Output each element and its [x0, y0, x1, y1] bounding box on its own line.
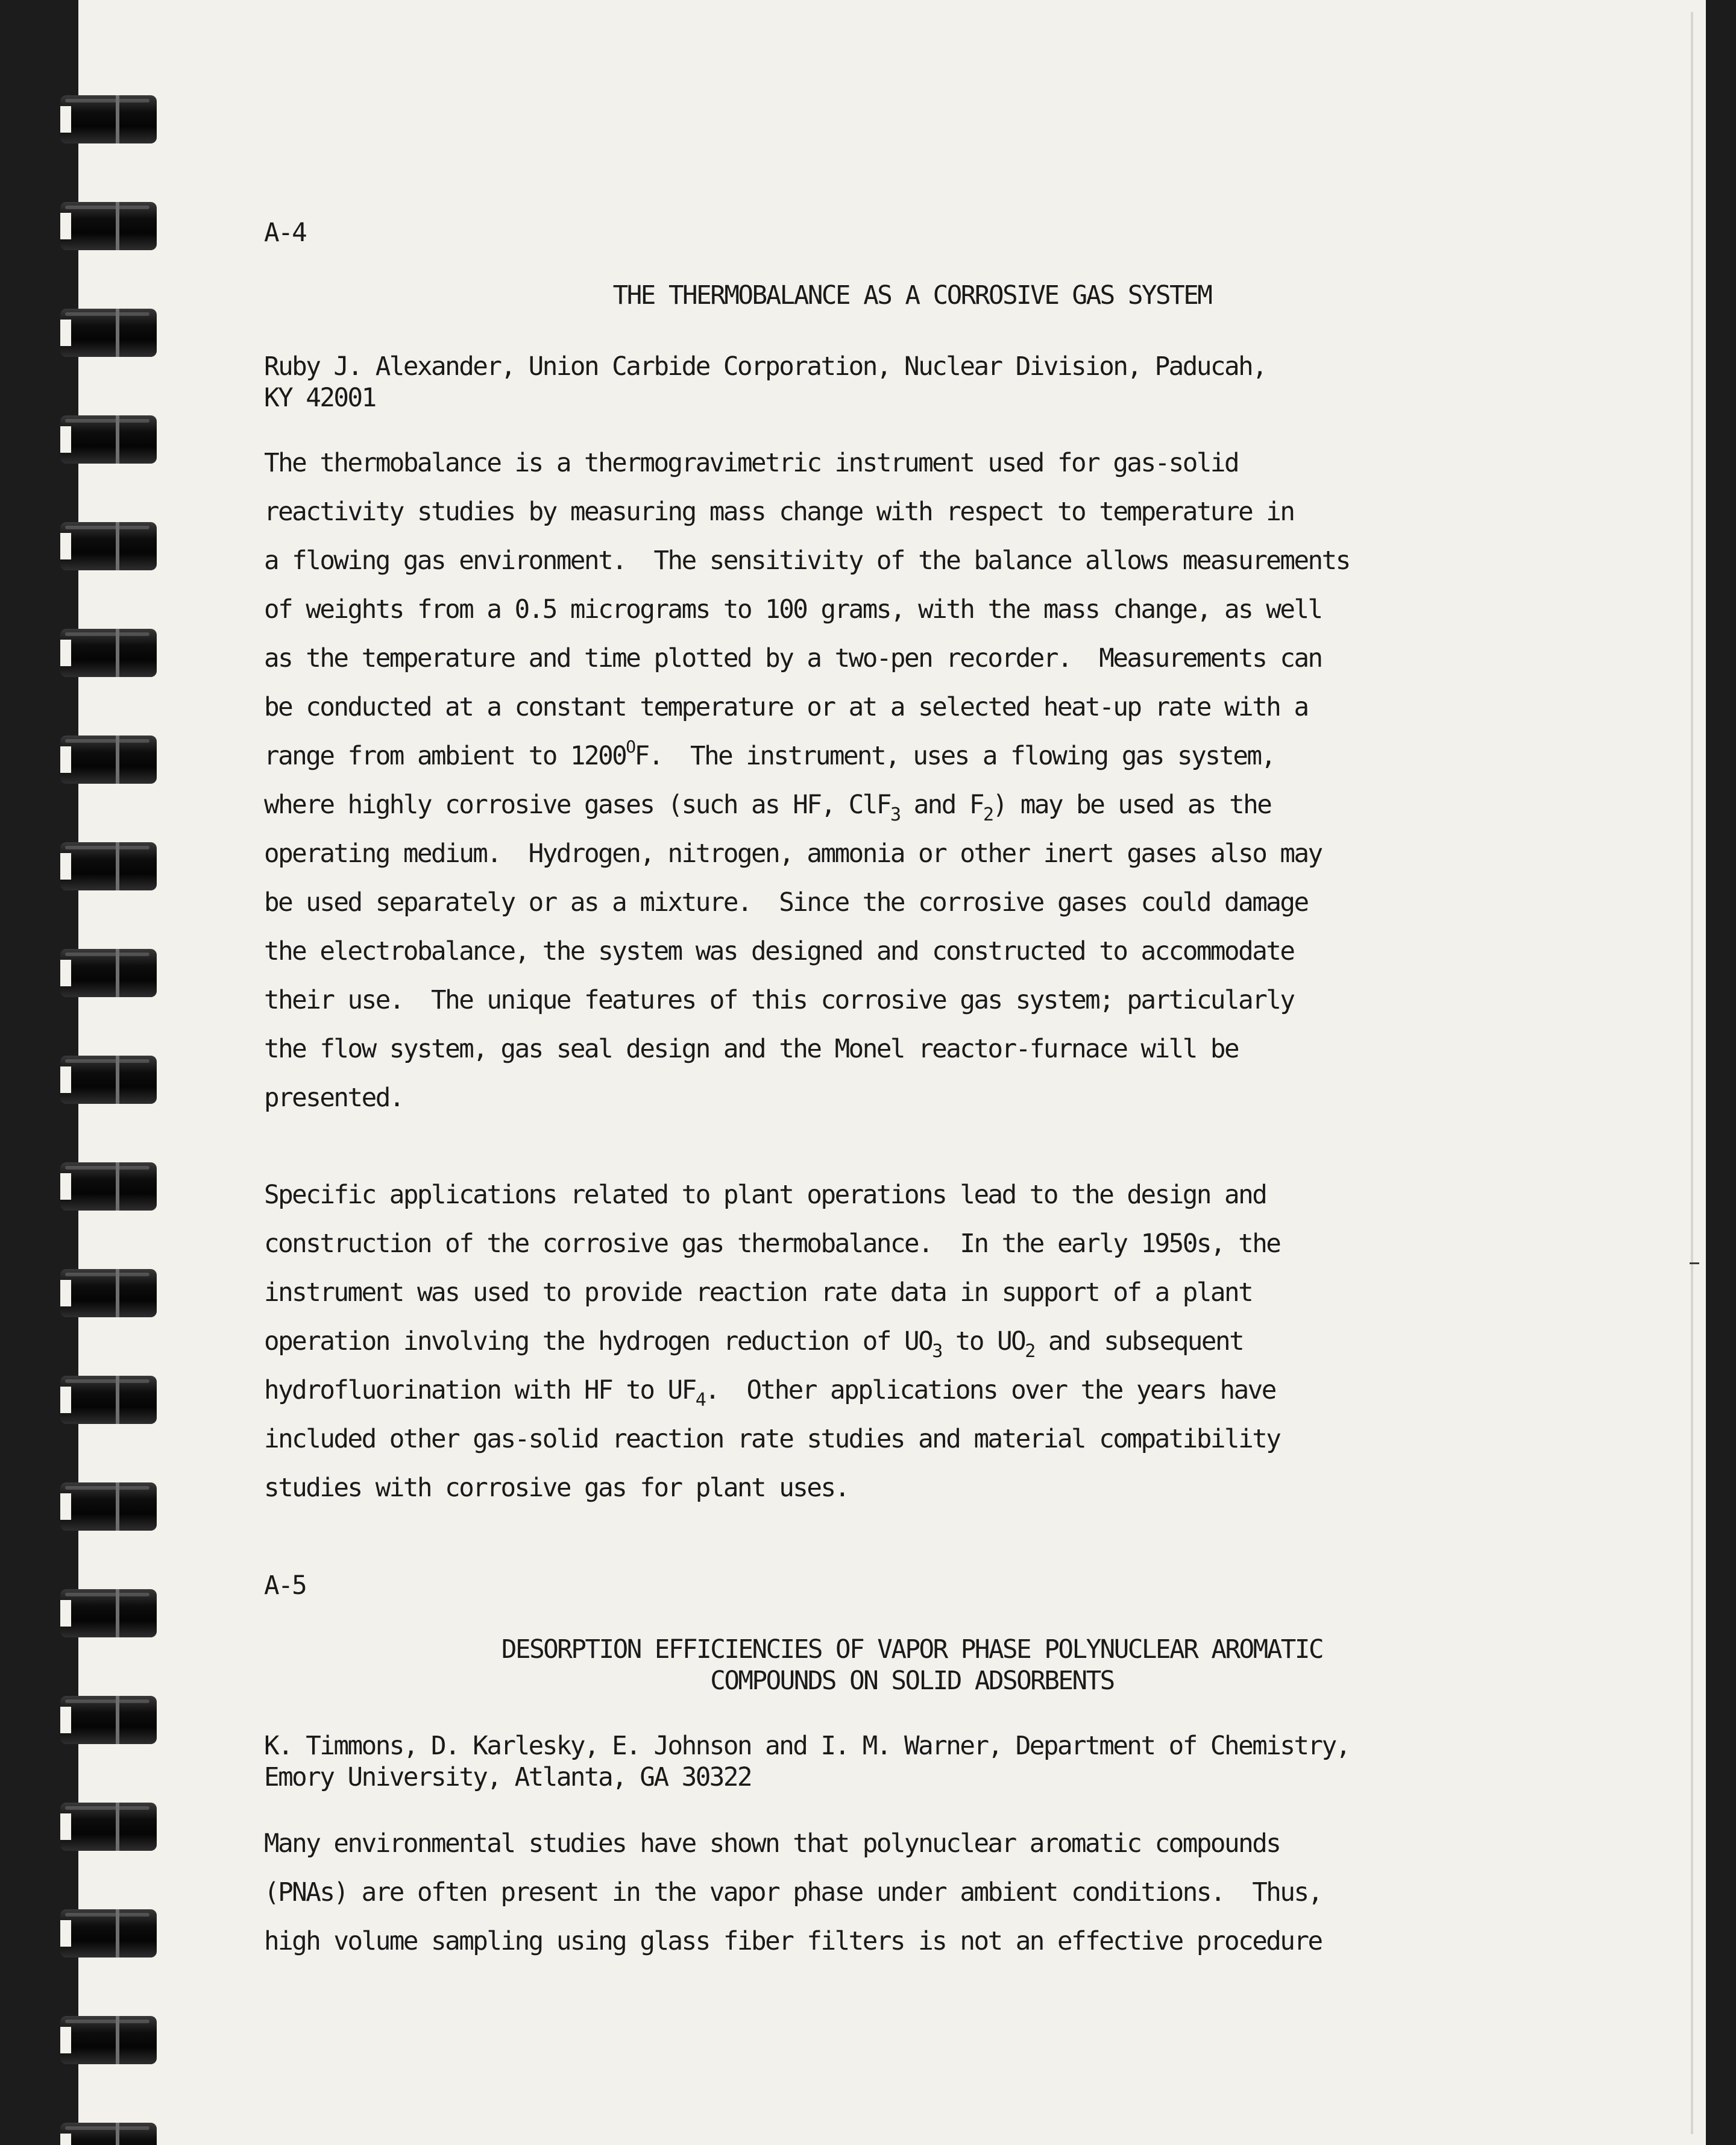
a4-p1-line-3: a flowing gas environment. The sensitivity of the balance allows measurements [264, 546, 1350, 576]
binding-hole [60, 1813, 71, 1840]
binding-hole [60, 533, 71, 559]
binding-ring [60, 1051, 157, 1109]
binding-ring-body [60, 1909, 157, 1958]
binding-ring-body [60, 522, 157, 570]
binding-ring-shine [65, 1593, 149, 1596]
binding-ring-gap [116, 1056, 119, 1104]
binding-ring-gap [116, 415, 119, 464]
a4-p1-line-7 [264, 737, 1275, 771]
binding-ring-body [60, 735, 157, 784]
binding-ring [60, 1691, 157, 1749]
binding-ring [60, 1478, 157, 1536]
binding-ring-shine [65, 1059, 149, 1063]
binding-ring-gap [116, 1696, 119, 1744]
binding-ring [60, 517, 157, 575]
binding-ring-shine [65, 1913, 149, 1917]
binding-ring-shine [65, 1806, 149, 1810]
subscript-2: 2 [983, 804, 993, 825]
binding-ring [60, 837, 157, 895]
binding-ring [60, 411, 157, 468]
binding-ring-body [60, 1162, 157, 1211]
a4-p2-line-7: studies with corrosive gas for plant uses. [264, 1473, 849, 1503]
binding-ring-gap [116, 309, 119, 357]
a4-p2-line-5-b: . Other applications over the years have [705, 1376, 1275, 1405]
binding-hole [60, 1600, 71, 1627]
binding-ring-shine [65, 632, 149, 636]
binding-ring-body [60, 949, 157, 997]
binding-ring-shine [65, 2020, 149, 2023]
binding-ring [60, 1158, 157, 1215]
a4-p1-line-1: The thermobalance is a thermogravimetric instrument used for gas-solid [264, 449, 1239, 478]
binding-hole [60, 426, 71, 453]
binding-ring-shine [65, 206, 149, 209]
binding-ring-body [60, 1376, 157, 1424]
binding-ring [60, 304, 157, 362]
binding-ring [60, 2118, 157, 2145]
a4-p1-line-9: operating medium. Hydrogen, nitrogen, ammonia or other inert gases also may [264, 839, 1322, 869]
author-line-a5-2: Emory University, Atlanta, GA 30322 [264, 1763, 752, 1792]
binding-ring-body [60, 842, 157, 890]
author-line-a4-2: KY 42001 [264, 383, 376, 413]
a4-p2-line-1: Specific applications related to plant operations lead to the design and [264, 1180, 1266, 1210]
binding-ring-gap [116, 2016, 119, 2064]
binding-hole [60, 960, 71, 986]
a5-p1-line-2: (PNAs) are often present in the vapor phase under ambient conditions. Thus, [264, 1878, 1322, 1907]
binding-ring-body [60, 1056, 157, 1104]
a4-p2-line-4-a: operation involving the hydrogen reduction of UO [264, 1327, 932, 1356]
binding-ring-gap [116, 1589, 119, 1637]
a4-p1-line-5: as the temperature and time plotted by a two-pen recorder. Measurements can [264, 644, 1322, 673]
binding-ring-shine [65, 419, 149, 423]
binding-ring-shine [65, 1486, 149, 1490]
binding-hole [60, 1493, 71, 1520]
binding-ring-shine [65, 526, 149, 529]
a4-p1-line-8-c: ) may be used as the [992, 790, 1271, 820]
binding-ring [60, 1371, 157, 1429]
binding-ring-gap [116, 2123, 119, 2145]
binding-ring-body [60, 1696, 157, 1744]
a4-p1-line-12: their use. The unique features of this corrosive gas system; particularly [264, 986, 1294, 1015]
binding-ring-gap [116, 1803, 119, 1851]
binding-ring-shine [65, 1379, 149, 1383]
binding-ring [60, 1584, 157, 1642]
a4-p2-line-4-b: to UO [941, 1327, 1025, 1356]
binding-ring-gap [116, 949, 119, 997]
a4-p2-line-2: construction of the corrosive gas thermobalance. In the early 1950s, the [264, 1229, 1280, 1259]
a4-p2-line-3: instrument was used to provide reaction rate data in support of a plant [264, 1278, 1253, 1308]
binding-ring-gap [116, 629, 119, 677]
author-line-a4-1: Ruby J. Alexander, Union Carbide Corporation, Nuclear Division, Paducah, [264, 352, 1266, 382]
binding-ring-gap [116, 95, 119, 143]
binding-hole [60, 853, 71, 880]
binding-ring-body [60, 95, 157, 143]
binding-hole [60, 320, 71, 346]
a4-p2-line-5-a: hydrofluorination with HF to UF [264, 1376, 696, 1405]
binding-ring-gap [116, 1162, 119, 1211]
abstract-title-a5-2: COMPOUNDS ON SOLID ADSORBENTS [710, 1666, 1114, 1696]
binding-ring [60, 944, 157, 1002]
binding-ring-shine [65, 312, 149, 316]
subscript-4: 4 [695, 1390, 705, 1411]
binding-ring-shine [65, 2126, 149, 2130]
a4-p1-line-7-a: range from ambient to 1200 [264, 742, 626, 771]
a4-p2-line-6: included other gas-solid reaction rate studies and material compatibility [264, 1425, 1280, 1454]
binding-hole [60, 1066, 71, 1093]
binding-ring-gap [116, 522, 119, 570]
binding-ring [60, 731, 157, 789]
binding-hole [60, 1920, 71, 1947]
binding-ring-gap [116, 842, 119, 890]
a4-p1-line-8-b: and F [899, 790, 984, 820]
binding-hole [60, 2134, 71, 2145]
binding-ring-shine [65, 1699, 149, 1703]
binding-hole [60, 640, 71, 666]
binding-ring-body [60, 1269, 157, 1317]
subscript-2: 2 [1025, 1341, 1034, 1362]
binding-ring-body [60, 309, 157, 357]
binding-ring-body [60, 1589, 157, 1637]
binding-hole [60, 1173, 71, 1200]
author-line-a5-1: K. Timmons, D. Karlesky, E. Johnson and I. M. Warner, Department of Chemistry, [264, 1731, 1350, 1761]
binding-ring-shine [65, 846, 149, 849]
a4-p1-line-14: presented. [264, 1083, 403, 1113]
a4-p1-line-8-a: where highly corrosive gases (such as HF, ClF [264, 790, 890, 820]
subscript-3: 3 [932, 1341, 942, 1362]
spiral-binding [18, 0, 96, 2145]
subscript-3: 3 [890, 804, 900, 825]
binding-hole [60, 1387, 71, 1413]
abstract-title-a5-1: DESORPTION EFFICIENCIES OF VAPOR PHASE POLYNUCLEAR AROMATIC [501, 1635, 1323, 1665]
a4-p1-line-4: of weights from a 0.5 micrograms to 100 grams, with the mass change, as well [264, 595, 1322, 625]
binding-ring-gap [116, 1482, 119, 1531]
a4-p1-line-13: the flow system, gas seal design and the Monel reactor-furnace will be [264, 1035, 1239, 1064]
a4-p1-line-10: be used separately or as a mixture. Since the corrosive gases could damage [264, 888, 1308, 918]
binding-hole [60, 106, 71, 133]
a5-p1-line-1: Many environmental studies have shown that polynuclear aromatic compounds [264, 1829, 1280, 1859]
binding-ring-body [60, 1482, 157, 1531]
a5-p1-line-3: high volume sampling using glass fiber filters is not an effective procedure [264, 1927, 1322, 1956]
binding-ring [60, 90, 157, 148]
abstract-number-a4: A-4 [264, 218, 306, 248]
binding-ring-body [60, 1803, 157, 1851]
binding-ring [60, 197, 157, 255]
a4-p1-line-8 [264, 790, 1271, 825]
binding-ring [60, 2011, 157, 2069]
binding-ring-body [60, 415, 157, 464]
binding-ring-gap [116, 1376, 119, 1424]
binding-ring-shine [65, 1273, 149, 1276]
binding-ring [60, 624, 157, 682]
binding-ring-gap [116, 1909, 119, 1958]
binding-hole [60, 2027, 71, 2053]
a4-p1-line-11: the electrobalance, the system was designed and constructed to accommodate [264, 937, 1294, 966]
binding-ring-shine [65, 953, 149, 956]
binding-ring-body [60, 202, 157, 250]
binding-ring-body [60, 2016, 157, 2064]
binding-ring-shine [65, 1166, 149, 1170]
binding-ring [60, 1798, 157, 1856]
paper-sheet [78, 0, 1706, 2145]
binding-ring-body [60, 629, 157, 677]
binding-ring-shine [65, 99, 149, 102]
binding-ring [60, 1904, 157, 1962]
a4-p2-line-4 [264, 1327, 1244, 1362]
binding-hole [60, 1707, 71, 1733]
binding-hole [60, 746, 71, 773]
degree-symbol: O [626, 737, 635, 757]
a4-p2-line-4-c: and subsequent [1034, 1327, 1244, 1356]
stray-mark [1690, 1262, 1699, 1264]
a4-p1-line-7-b: F. The instrument, uses a flowing gas system, [634, 742, 1275, 771]
a4-p1-line-6: be conducted at a constant temperature or at a selected heat-up rate with a [264, 693, 1308, 722]
binding-ring [60, 1264, 157, 1322]
abstract-number-a5: A-5 [264, 1571, 306, 1601]
abstract-title-a4: THE THERMOBALANCE AS A CORROSIVE GAS SYSTEM [612, 281, 1212, 310]
paper-right-edge [1691, 12, 1693, 2134]
a4-p2-line-5 [264, 1376, 1275, 1411]
binding-ring-gap [116, 1269, 119, 1317]
binding-hole [60, 1280, 71, 1306]
a4-p1-line-2: reactivity studies by measuring mass change with respect to temperature in [264, 497, 1294, 527]
binding-ring-shine [65, 739, 149, 743]
binding-hole [60, 213, 71, 239]
binding-ring-gap [116, 202, 119, 250]
binding-ring-gap [116, 735, 119, 784]
